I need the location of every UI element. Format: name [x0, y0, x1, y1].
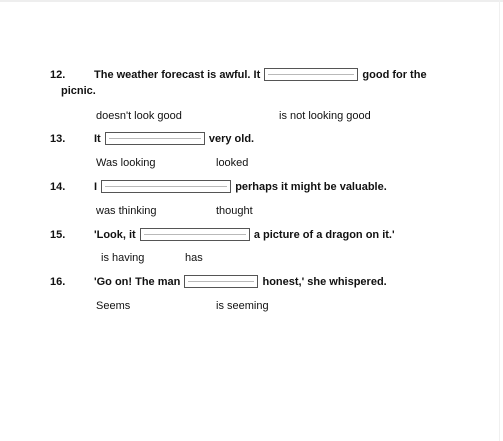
answer-blank-12[interactable] [264, 68, 358, 81]
question-text-after: very old. [208, 133, 255, 145]
question-text [94, 275, 387, 289]
option-a[interactable]: Seems [96, 300, 131, 312]
question-text [94, 228, 395, 242]
question-text-before: I [94, 181, 98, 193]
question-text [94, 132, 254, 146]
answer-blank-16[interactable] [184, 275, 258, 288]
answer-blank-14[interactable] [101, 180, 231, 193]
page-top-border [0, 0, 503, 2]
option-a[interactable]: doesn't look good [96, 110, 182, 122]
page-right-border [499, 0, 500, 441]
answer-blank-15[interactable] [140, 228, 250, 241]
question-text [94, 68, 427, 82]
question-text-after: good for the [362, 69, 427, 81]
question-text-after: perhaps it might be valuable. [235, 181, 387, 193]
option-b[interactable]: thought [216, 205, 253, 217]
question-text-before: 'Look, it [94, 229, 136, 241]
option-b[interactable]: looked [216, 157, 249, 169]
question-text-continuation: picnic. [61, 85, 96, 97]
question-text-before: It [94, 133, 101, 145]
question-number: 12. [50, 69, 66, 81]
option-b[interactable]: has [185, 252, 203, 264]
question-text-before: 'Go on! The man [94, 276, 181, 288]
question-text [94, 180, 387, 194]
question-number: 15. [50, 229, 66, 241]
question-number: 14. [50, 181, 66, 193]
question-text-before: The weather forecast is awful. It [94, 69, 261, 81]
option-b[interactable]: is not looking good [279, 110, 371, 122]
answer-blank-13[interactable] [105, 132, 205, 145]
question-number: 13. [50, 133, 66, 145]
option-a[interactable]: is having [101, 252, 145, 264]
option-a[interactable]: Was looking [96, 157, 156, 169]
question-number: 16. [50, 276, 66, 288]
question-text-after: honest,' she whispered. [262, 276, 387, 288]
question-text-after: a picture of a dragon on it.' [253, 229, 395, 241]
option-b[interactable]: is seeming [216, 300, 269, 312]
option-a[interactable]: was thinking [96, 205, 157, 217]
